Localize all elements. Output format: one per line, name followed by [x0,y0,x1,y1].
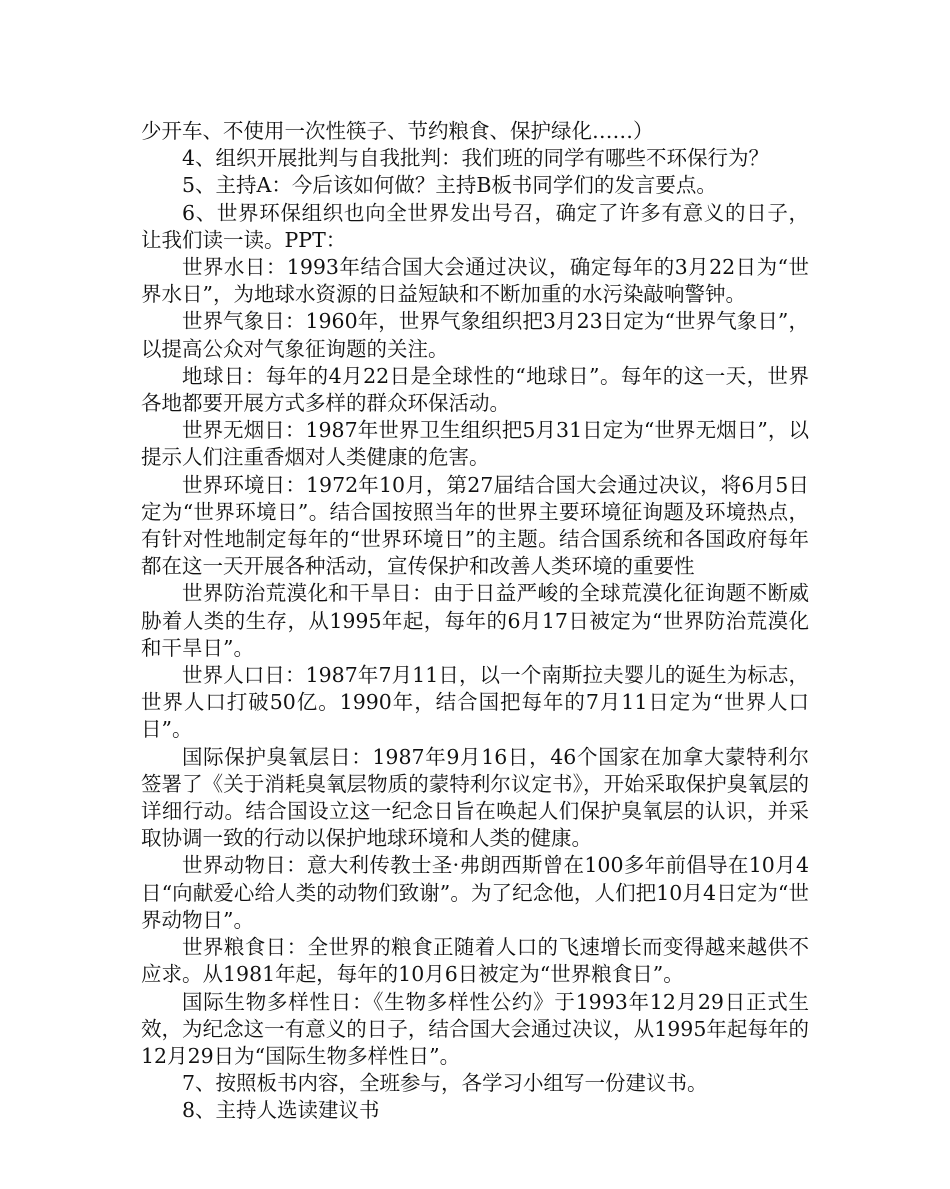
paragraph-ozone-day: 国际保护臭氧层日：1987年9月16日，46个国家在加拿大蒙特利尔签署了《关于消耗臭氧层物质的蒙特利尔议定书》，开始采取保护臭氧层的详细行动。结合国设立这一纪念日旨在唤起人们保护臭氧层的认识，并采取协调一致的行动以保护地球环境和人类的健康。 [141,744,809,851]
paragraph-step-5: 5、主持A：今后该如何做？主持B板书同学们的发言要点。 [182,173,717,198]
paragraph-world-population-day: 世界人口日：1987年7月11日，以一个南斯拉夫婴儿的诞生为标志，世界人口打破50亿。1990年，结合国把每年的7月11日定为“世界人口日”。 [141,663,809,742]
paragraph-world-no-tobacco-day: 世界无烟日：1987年世界卫生组织把5月31日定为“世界无烟日”，以提示人们注重香烟对人类健康的危害。 [141,418,809,470]
paragraph-world-environment-day: 世界环境日：1972年10月，第27届结合国大会通过决议，将6月5日定为“世界环境日”。结合国按照当年的世界主要环境征询题及环境热点，有针对性地制定每年的“世界环境日”的主题。结合国系统和各国政府每年都在这一天开展各种活动，宣传保护和改善人类环境的重要性 [141,472,809,579]
paragraph-world-meteorological-day: 世界气象日：1960年，世界气象组织把3月23日定为“世界气象日”，以提高公众对气象征询题的关注。 [141,309,809,361]
paragraph-earth-day: 地球日：每年的4月22日是全球性的“地球日”。每年的这一天，世界各地都要开展方式多样的群众环保活动。 [141,363,809,416]
paragraph-world-animal-day: 世界动物日：意大利传教士圣·弗朗西斯曾在100多年前倡导在10月4日“向献爱心给人类的动物们致谢”。为了纪念他，人们把10月4日定为“世界动物日”。 [141,853,809,932]
paragraph-desertification-day: 世界防治荒漠化和干旱日：由于日益严峻的全球荒漠化征询题不断威胁着人类的生存，从1995年起，每年的6月17日被定为“世界防治荒漠化和干旱日”。 [141,581,809,660]
paragraph-step-4: 4、组织开展批判与自我批判：我们班的同学有哪些不环保行为？ [182,146,770,171]
document-page [141,118,809,1125]
paragraph-world-food-day: 世界粮食日：全世界的粮食正随着人口的飞速增长而变得越来越供不应求。从1981年起，每年的10月6日被定为“世界粮食日”。 [141,935,809,987]
paragraph-step-6: 6、世界环保组织也向全世界发出号召，确定了许多有意义的日子，让我们读一读。PPT： [141,200,809,252]
paragraph-world-water-day: 世界水日：1993年结合国大会通过决议，确定每年的3月22日为“世界水日”，为地球水资源的日益短缺和不断加重的水污染敲响警钟。 [141,255,809,307]
paragraph-continuation: 少开车、不使用一次性筷子、节约粮食、保护绿化……） [141,119,654,143]
paragraph-biodiversity-day: 国际生物多样性日：《生物多样性公约》于1993年12月29日正式生效，为纪念这一有意义的日子，结合国大会通过决议，从1995年起每年的12月29日为“国际生物多样性日”。 [141,989,809,1068]
paragraph-step-7: 7、按照板书内容，全班参与，各学习小组写一份建议书。 [182,1071,708,1096]
paragraph-step-8: 8、主持人选读建议书 [182,1098,380,1123]
